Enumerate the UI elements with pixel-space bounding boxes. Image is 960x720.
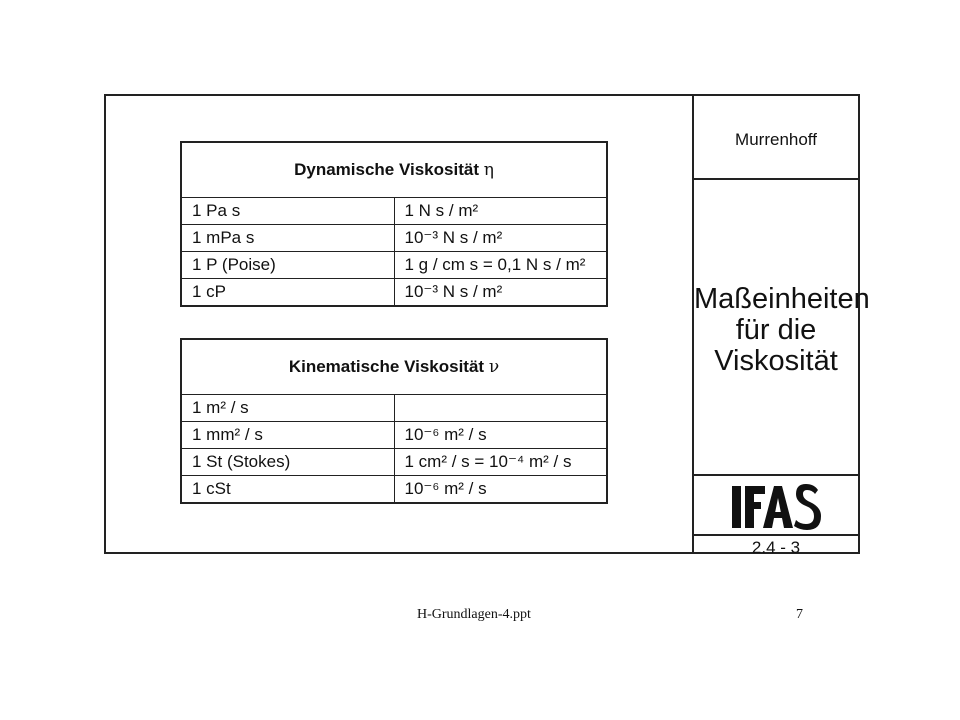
value-cell — [394, 395, 607, 422]
dynamic-table-header — [181, 142, 607, 198]
table-row — [181, 225, 607, 252]
table-row — [181, 449, 607, 476]
slide-number: 2.4 - 3 — [751, 538, 801, 557]
unit-cell: 1 cP — [181, 279, 394, 307]
kinematic-table-header — [181, 339, 607, 395]
side-divider-author — [694, 178, 858, 180]
table-row — [181, 395, 607, 422]
table-row — [181, 422, 607, 449]
unit-cell: 1 mm² / s — [181, 422, 394, 449]
kinematic-header-text: Kinematische Viskosität — [288, 357, 485, 376]
value-cell: 10⁻⁶ m² / s — [394, 422, 607, 449]
table-row — [181, 252, 607, 279]
author-name: Murrenhoff — [735, 130, 817, 149]
unit-cell: 1 cSt — [181, 476, 394, 504]
value-cell: 1 N s / m² — [394, 198, 607, 225]
dynamic-viscosity-table — [180, 141, 608, 307]
value-cell: 10⁻⁶ m² / s — [394, 476, 607, 504]
unit-cell: 1 m² / s — [181, 395, 394, 422]
slide-title — [694, 283, 870, 377]
footer-filename: H-Grundlagen-4.ppt — [417, 607, 531, 622]
dynamic-header-text: Dynamische Viskosität — [294, 160, 479, 179]
title-line-1: Maßeinheiten — [694, 283, 870, 315]
title-line-3: Viskosität — [714, 345, 838, 377]
unit-cell: 1 Pa s — [181, 198, 394, 225]
nu-symbol: ν — [488, 357, 500, 377]
table-row — [181, 476, 607, 504]
table-row — [181, 279, 607, 307]
ifas-logo — [694, 476, 858, 536]
kinematic-viscosity-table — [180, 338, 608, 504]
value-cell: 10⁻³ N s / m² — [394, 279, 607, 307]
unit-cell: 1 P (Poise) — [181, 252, 394, 279]
value-cell: 10⁻³ N s / m² — [394, 225, 607, 252]
title-line-2: für die — [735, 314, 817, 346]
eta-symbol: η — [483, 160, 494, 180]
ifas-logo-icon — [730, 480, 822, 532]
unit-cell: 1 St (Stokes) — [181, 449, 394, 476]
value-cell: 1 cm² / s = 10⁻⁴ m² / s — [394, 449, 607, 476]
value-cell: 1 g / cm s = 0,1 N s / m² — [394, 252, 607, 279]
table-row — [181, 198, 607, 225]
footer-page-number: 7 — [796, 607, 803, 622]
unit-cell: 1 mPa s — [181, 225, 394, 252]
